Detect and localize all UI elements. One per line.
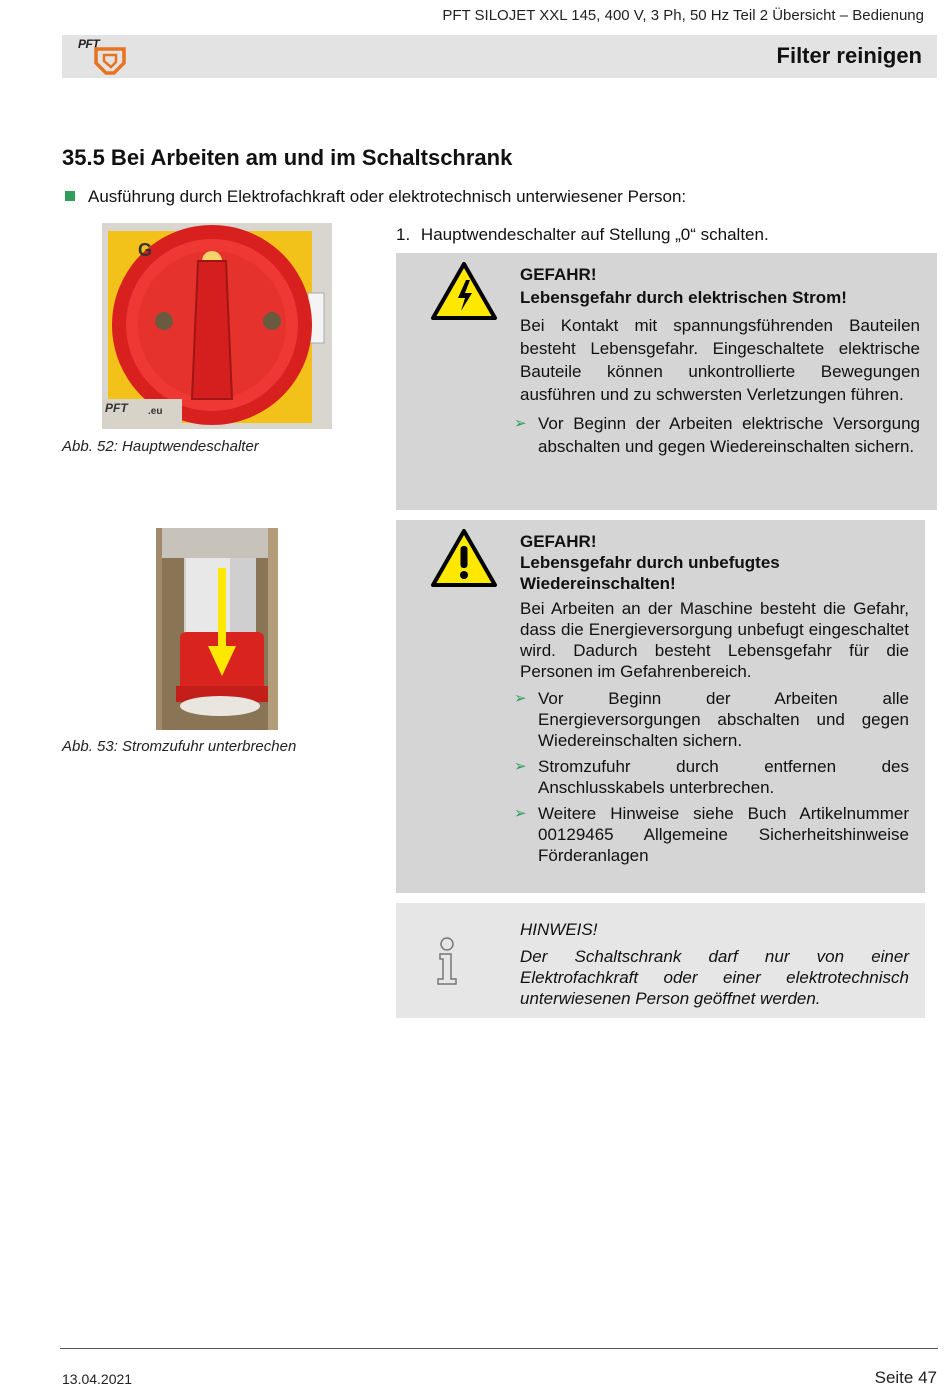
arrow-bullet-icon: ➢ — [514, 415, 527, 432]
bullet-square-icon — [65, 191, 75, 201]
warning-box — [396, 520, 925, 893]
instruction-text: Vor Beginn der Arbeiten elektrische Versorgung abschalten und gegen Wiedereinschalten sichern. — [538, 414, 920, 456]
warning-label: GEFAHR! — [520, 265, 597, 284]
warning-body: Bei Arbeiten an der Maschine besteht die Gefahr, dass die Energieversorgung unbefugt eingeschaltet wird. Dadurch besteht Lebensgefahr für die Personen im Gefahrenbereich. — [520, 599, 909, 681]
warning-title: Lebensgefahr durch unbefugtes Wiedereinschalten! — [520, 553, 780, 593]
switch-letter: G — [138, 240, 153, 260]
logo-text: PFT — [78, 37, 100, 51]
arrow-bullet-icon: ➢ — [514, 758, 527, 775]
power-plug-photo — [156, 528, 278, 730]
main-switch-photo — [102, 223, 332, 429]
arrow-bullet-icon: ➢ — [514, 690, 527, 707]
warning-instruction — [514, 803, 909, 866]
photo-brand-text: PFT — [105, 401, 128, 415]
footer-date: 13.04.2021 — [62, 1371, 133, 1387]
section-heading: 35.5 Bei Arbeiten am und im Schaltschrank — [62, 145, 513, 170]
step-text: Hauptwendeschalter auf Stellung „0“ schalten. — [420, 225, 769, 244]
electric-hazard-icon — [430, 261, 498, 321]
arrow-bullet-icon: ➢ — [514, 805, 527, 822]
footer-divider — [60, 1348, 938, 1349]
warning-box — [396, 253, 937, 510]
page-number: Seite 47 — [874, 1368, 937, 1387]
warning-instruction — [514, 688, 909, 751]
figure-caption: Abb. 53: Stromzufuhr unterbrechen — [62, 738, 297, 755]
section-label: Filter reinigen — [776, 43, 922, 68]
instruction-text: Stromzufuhr durch entfernen des Anschlusskabels unterbrechen. — [538, 757, 909, 797]
document-title: PFT SILOJET XXL 145, 400 V, 3 Ph, 50 Hz Teil 2 Übersicht – Bedienung — [442, 7, 924, 24]
instruction-text: Weitere Hinweise siehe Buch Artikelnummer 00129465 Allgemeine Sicherheitshinweise Förderanlagen — [538, 804, 909, 865]
info-icon — [432, 936, 462, 986]
photo-brand-suffix: .eu — [148, 406, 163, 417]
instruction-text: Vor Beginn der Arbeiten alle Energieversorgungen abschalten und gegen Wiedereinschalten sichern. — [538, 689, 909, 750]
warning-title: Lebensgefahr durch elektrischen Strom! — [520, 288, 847, 307]
note-body: Der Schaltschrank darf nur von einer Elektrofachkraft oder einer elektrotechnisch unterwiesenen Person geöffnet werden. — [520, 947, 909, 1008]
warning-label: GEFAHR! — [520, 532, 597, 551]
note-label: HINWEIS! — [520, 920, 598, 939]
figure-caption: Abb. 52: Hauptwendeschalter — [62, 438, 259, 455]
warning-exclamation-icon — [430, 528, 498, 588]
warning-body: Bei Kontakt mit spannungsführenden Bauteilen besteht Lebensgefahr. Eingeschaltete elektrische Bauteile können unkontrollierte Bewegungen ausführen und zu schwersten Verletzungen führen. — [520, 316, 920, 404]
step-number: 1. — [396, 225, 411, 244]
warning-instruction — [514, 756, 909, 798]
bullet-text: Ausführung durch Elektrofachkraft oder elektrotechnisch unterwiesener Person: — [88, 187, 687, 206]
note-box — [396, 903, 925, 1018]
pft-logo — [76, 37, 128, 77]
step-item — [396, 225, 769, 245]
warning-instruction — [514, 412, 920, 458]
